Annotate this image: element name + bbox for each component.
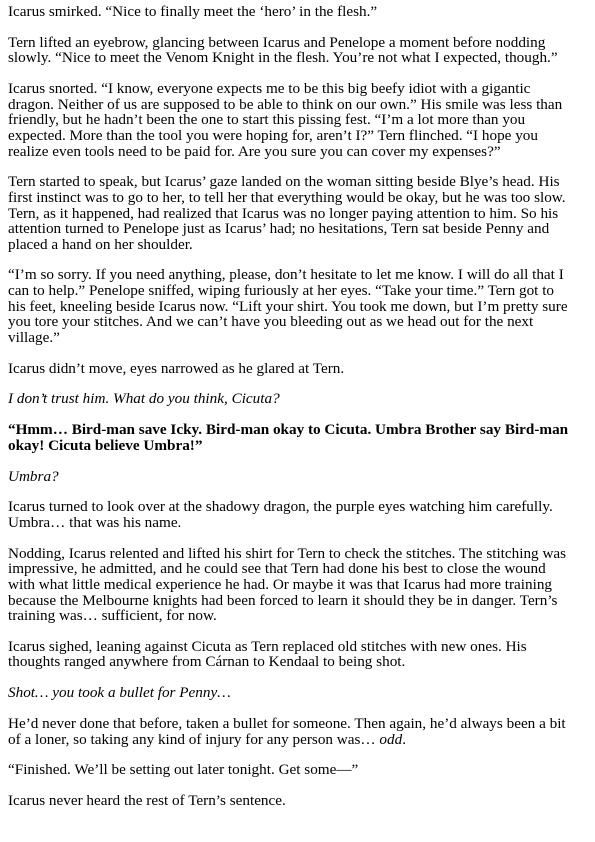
paragraph-with-emphasis bbox=[8, 716, 575, 747]
paragraph-text: He’d never done that before, taken a bullet for someone. Then again, he’d always been a bit of a loner, so taking any kind of injury for any person was… bbox=[8, 715, 566, 748]
bold-dialogue-paragraph: “Hmm… Bird-man save Icky. Bird-man okay to Cicuta. Umbra Brother say Bird-man okay! Cicuta believe Umbra!” bbox=[8, 421, 569, 454]
paragraph: Icarus smirked. “Nice to finally meet the ‘hero’ in the flesh.” bbox=[8, 3, 378, 20]
emphasized-word: odd bbox=[379, 730, 403, 748]
italic-thought-paragraph: I don’t trust him. What do you think, Cicuta? bbox=[8, 390, 280, 408]
paragraph: Tern lifted an eyebrow, glancing between Icarus and Penelope a moment before nodding slowly. “Nice to meet the Venom Knight in the flesh. You’re not what I expected, though.” bbox=[8, 33, 558, 67]
paragraph: Nodding, Icarus relented and lifted his shirt for Tern to check the stitches. The stitching was impressive, he admitted, and he could see that Tern had done his best to close the wound with what little medical experience he had. Or maybe it was that Icarus had more training because the Melbourne knights had been forced to learn it should they be in danger. Tern’s training was… sufficient, for now. bbox=[8, 544, 567, 625]
paragraph: Tern started to speak, but Icarus’ gaze landed on the woman sitting beside Blye’s head. His first instinct was to go to her, to tell her that everything would be okay, but he was too slow. Tern, as it happened, had realized that Icarus was no longer paying attention to him. So his attention turned to Penelope just as Icarus’ had; no hesitations, Tern sat beside Penny and placed a hand on her shoulder. bbox=[8, 173, 566, 253]
paragraph: Icarus turned to look over at the shadowy dragon, the purple eyes watching him carefully. Umbra… that was his name. bbox=[8, 498, 553, 531]
paragraph: Icarus never heard the rest of Tern’s sentence. bbox=[8, 792, 286, 810]
paragraph-text: . bbox=[402, 730, 406, 748]
italic-thought-paragraph: Umbra? bbox=[8, 467, 59, 485]
paragraph: Icarus sighed, leaning against Cicuta as Tern replaced old stitches with new ones. His thoughts ranged anywhere from Cárnan to Kendaal to being shot. bbox=[8, 637, 527, 671]
paragraph: “I’m so sorry. If you need anything, please, don’t hesitate to let me know. I will do all that I can to help.” Penelope sniffed, wiping furiously at her eyes. “Take your time.” Tern got to his feet, kneeling beside Icarus now. “Lift your shirt. You took me down, but I’m pretty sure you tore your stitches. And we can’t have you bleeding out as we head out for the next village.” bbox=[8, 266, 568, 346]
paragraph: Icarus snorted. “I know, everyone expects me to be this big beefy idiot with a gigantic dragon. Neither of us are supposed to be able to think on our own.” His smile was less than friendly, but he hadn’t been the one to start this pissing fest. “I’m a lot more than you expected. More than the tool you were hoping for, aren’t I?” Tern flinched. “I hope you realize even tools need to be paid for. Are you sure you can cover my expenses?” bbox=[8, 80, 563, 160]
italic-thought-paragraph: Shot… you took a bullet for Penny… bbox=[8, 684, 231, 702]
paragraph: Icarus didn’t move, eyes narrowed as he glared at Tern. bbox=[8, 359, 345, 377]
paragraph: “Finished. We’ll be setting out later tonight. Get some—” bbox=[8, 761, 359, 779]
